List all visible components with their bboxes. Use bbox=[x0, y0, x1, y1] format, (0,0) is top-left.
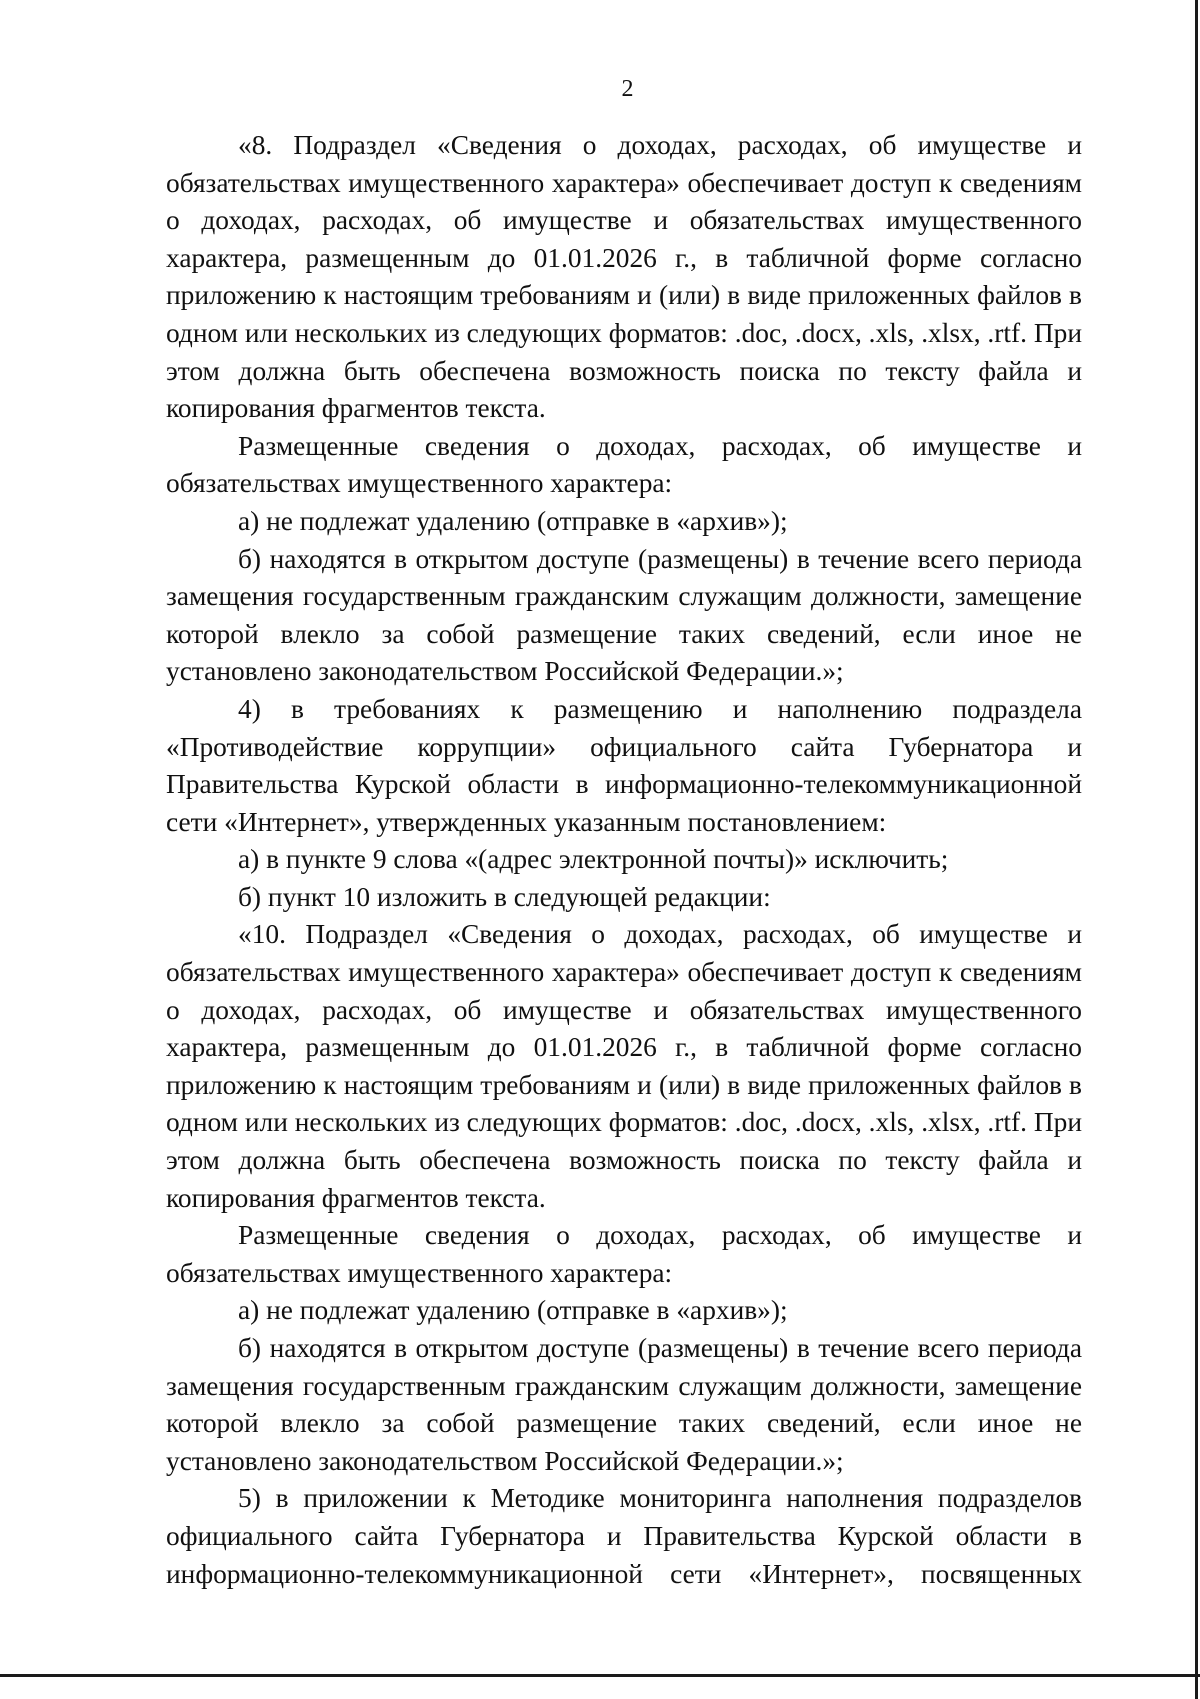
page-right-border bbox=[1195, 0, 1198, 1699]
paragraph-item-5: 5) в приложении к Методике мониторинга наполнения подразделов официального сайта Губернатора и Правительства Курской области в информационно-телекоммуникационной сети «Интернет», посвященных bbox=[166, 1483, 1082, 1589]
paragraph-item-10: «10. Подраздел «Сведения о доходах, расходах, об имуществе и обязательствах имущественного характера» обеспечивает доступ к сведениям о доходах, расходах, об имуществе и обязательствах имущественного характера, размещенным до 01.01.2026 г., в табличной форме согласно приложению к настоящим требованиям и (или) в виде приложенных файлов в одном или нескольких из следующих форматов: .doc, .docx, .xls, .xlsx, .rtf. При этом должна быть обеспечена возможность поиска по тексту файла и копирования фрагментов текста. bbox=[166, 919, 1082, 1213]
paragraph-sub-a: а) не подлежат удалению (отправке в «архив»); bbox=[238, 505, 788, 536]
page-bottom-border bbox=[0, 1674, 1200, 1677]
paragraph-sub-a-point-9: а) в пункте 9 слова «(адрес электронной почты)» исключить; bbox=[238, 844, 949, 875]
paragraph-placed-info-intro: Размещенные сведения о доходах, расходах, об имуществе и обязательствах имущественного характера: bbox=[166, 430, 1082, 499]
paragraph-sub-b: б) находятся в открытом доступе (размещены) в течение всего периода замещения государственным гражданским служащим должности, замещение которой влекло за собой размещение таких сведений, если иное не установлено законодательством Российской Федерации.»; bbox=[166, 543, 1082, 687]
paragraph-sub-b-2: б) находятся в открытом доступе (размещены) в течение всего периода замещения государственным гражданским служащим должности, замещение которой влекло за собой размещение таких сведений, если иное не установлено законодательством Российской Федерации.»; bbox=[166, 1333, 1082, 1476]
paragraph-item-8: «8. Подраздел «Сведения о доходах, расходах, об имуществе и обязательствах имущественного характера» обеспечивает доступ к сведениям о доходах, расходах, об имуществе и обязательствах имущественного характера, размещенным до 01.01.2026 г., в табличной форме согласно приложению к настоящим требованиям и (или) в виде приложенных файлов в одном или нескольких из следующих форматов: .doc, .docx, .xls, .xlsx, .rtf. При этом должна быть обеспечена возможность поиска по тексту файла и копирования фрагментов текста. bbox=[166, 130, 1082, 424]
paragraph-sub-a-2: а) не подлежат удалению (отправке в «архив»); bbox=[238, 1295, 788, 1326]
document-body bbox=[166, 127, 1082, 1593]
paragraph-placed-info-intro-2: Размещенные сведения о доходах, расходах, об имуществе и обязательствах имущественного характера: bbox=[166, 1220, 1082, 1288]
paragraph-item-4: 4) в требованиях к размещению и наполнению подраздела «Противодействие коррупции» официального сайта Губернатора и Правительства Курской области в информационно-телекоммуникационной сети «Интернет», утвержденных указанным постановлением: bbox=[166, 693, 1082, 837]
paragraph-sub-b-point-10: б) пункт 10 изложить в следующей редакции: bbox=[238, 881, 771, 912]
page-number: 2 bbox=[621, 76, 634, 102]
